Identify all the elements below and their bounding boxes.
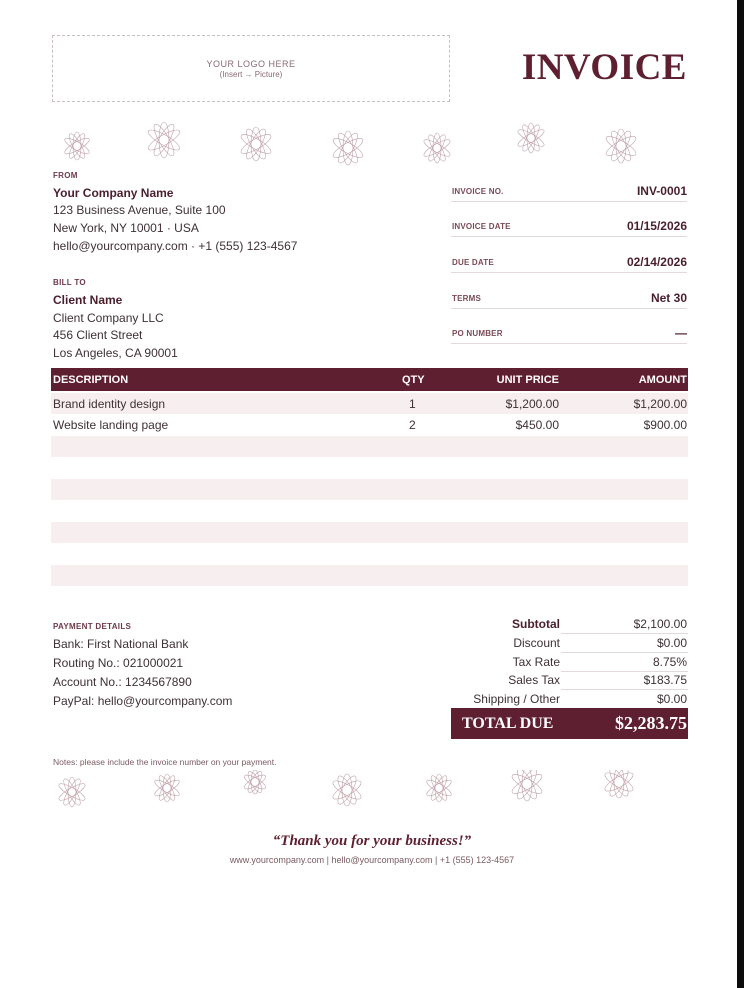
bill-to-address-line2: Los Angeles, CA 90001 [53,346,178,360]
invoice-title: INVOICE [521,47,687,88]
payment-account: Account No.: 1234567890 [53,675,192,689]
item-qty: 1 [409,397,416,411]
total-due-value: $2,283.75 [615,713,687,733]
meta-value[interactable]: 01/15/2026 [626,219,687,233]
meta-invoice-date [451,218,687,237]
payment-bank: Bank: First National Bank [53,637,189,651]
table-row[interactable] [51,414,688,435]
totals-value[interactable]: $0.00 [656,692,687,706]
item-amount: $900.00 [643,418,687,432]
meta-label: INVOICE DATE [452,222,511,231]
meta-terms [451,290,687,309]
col-description-header: DESCRIPTION [53,374,129,386]
divider [561,689,688,690]
bill-to-company: Client Company LLC [53,311,164,325]
bill-to-address-line1: 456 Client Street [53,328,143,342]
from-label: FROM [53,171,78,180]
totals-label: Shipping / Other [473,692,560,706]
totals-discount [451,635,688,653]
from-contact: hello@yourcompany.com · +1 (555) 123-4567 [53,239,298,253]
table-row-empty[interactable] [51,543,688,564]
logo-placeholder-text: YOUR LOGO HERE [206,59,296,69]
item-qty: 2 [409,418,416,432]
totals-sales-tax [451,672,688,690]
totals-label: Sales Tax [508,673,560,687]
table-row-empty[interactable] [51,565,688,586]
totals-label: Subtotal [512,617,560,631]
totals-subtotal [451,616,688,634]
total-due-label: TOTAL DUE [462,715,554,732]
footer-contact: www.yourcompany.com | hello@yourcompany.com | +1 (555) 123-4567 [229,855,515,865]
payment-routing: Routing No.: 021000021 [53,656,184,670]
payment-paypal: PayPal: hello@yourcompany.com [53,694,233,708]
totals-shipping [451,691,688,709]
totals-value: $183.75 [643,673,687,687]
meta-label: DUE DATE [452,258,494,267]
floral-decoration-top [37,108,659,166]
table-row-empty[interactable] [51,522,688,543]
meta-po-number [451,325,687,344]
item-description: Website landing page [53,418,169,432]
meta-invoice-no [451,183,687,202]
divider [561,652,688,653]
floral-decoration-bottom [37,770,659,828]
table-row-empty[interactable] [51,479,688,500]
meta-label: PO NUMBER [452,329,503,338]
table-row[interactable] [51,393,688,414]
meta-value[interactable]: 02/14/2026 [626,255,687,269]
totals-label: Tax Rate [512,655,560,669]
col-qty-header: QTY [402,374,425,386]
logo-placeholder[interactable] [52,35,450,102]
notes-text: Notes: please include the invoice number on your payment. [53,757,277,767]
from-address-line1: 123 Business Avenue, Suite 100 [53,203,226,217]
item-description: Brand identity design [53,397,166,411]
meta-label: TERMS [452,294,481,303]
totals-tax-rate [451,654,688,672]
table-row-empty[interactable] [51,436,688,457]
totals-value[interactable]: 8.75% [652,655,687,669]
col-amount-header: AMOUNT [638,374,687,386]
totals-label: Discount [513,636,560,650]
bill-to-label: BILL TO [53,278,86,287]
bill-to-name: Client Name [53,293,123,307]
totals-value: $2,100.00 [633,617,687,631]
table-row-empty[interactable] [51,500,688,521]
from-address-line2: New York, NY 10001 · USA [53,221,199,235]
total-due-box [451,708,688,739]
item-amount: $1,200.00 [633,397,687,411]
payment-details-label: PAYMENT DETAILS [53,622,132,631]
totals-value[interactable]: $0.00 [656,636,687,650]
item-unit-price: $450.00 [515,418,559,432]
thank-you-message: “Thank you for your business!” [272,833,472,849]
meta-due-date [451,254,687,273]
meta-value[interactable]: INV-0001 [636,184,687,198]
divider [561,633,688,634]
meta-value[interactable]: — [675,326,687,340]
from-company-name: Your Company Name [53,186,174,200]
table-row-empty[interactable] [51,457,688,478]
items-table-header [51,368,688,391]
meta-label: INVOICE NO. [452,187,504,196]
meta-value[interactable]: Net 30 [650,291,687,305]
item-unit-price: $1,200.00 [505,397,559,411]
logo-placeholder-hint: (Insert → Picture) [219,70,283,79]
col-unit-price-header: UNIT PRICE [496,374,559,386]
